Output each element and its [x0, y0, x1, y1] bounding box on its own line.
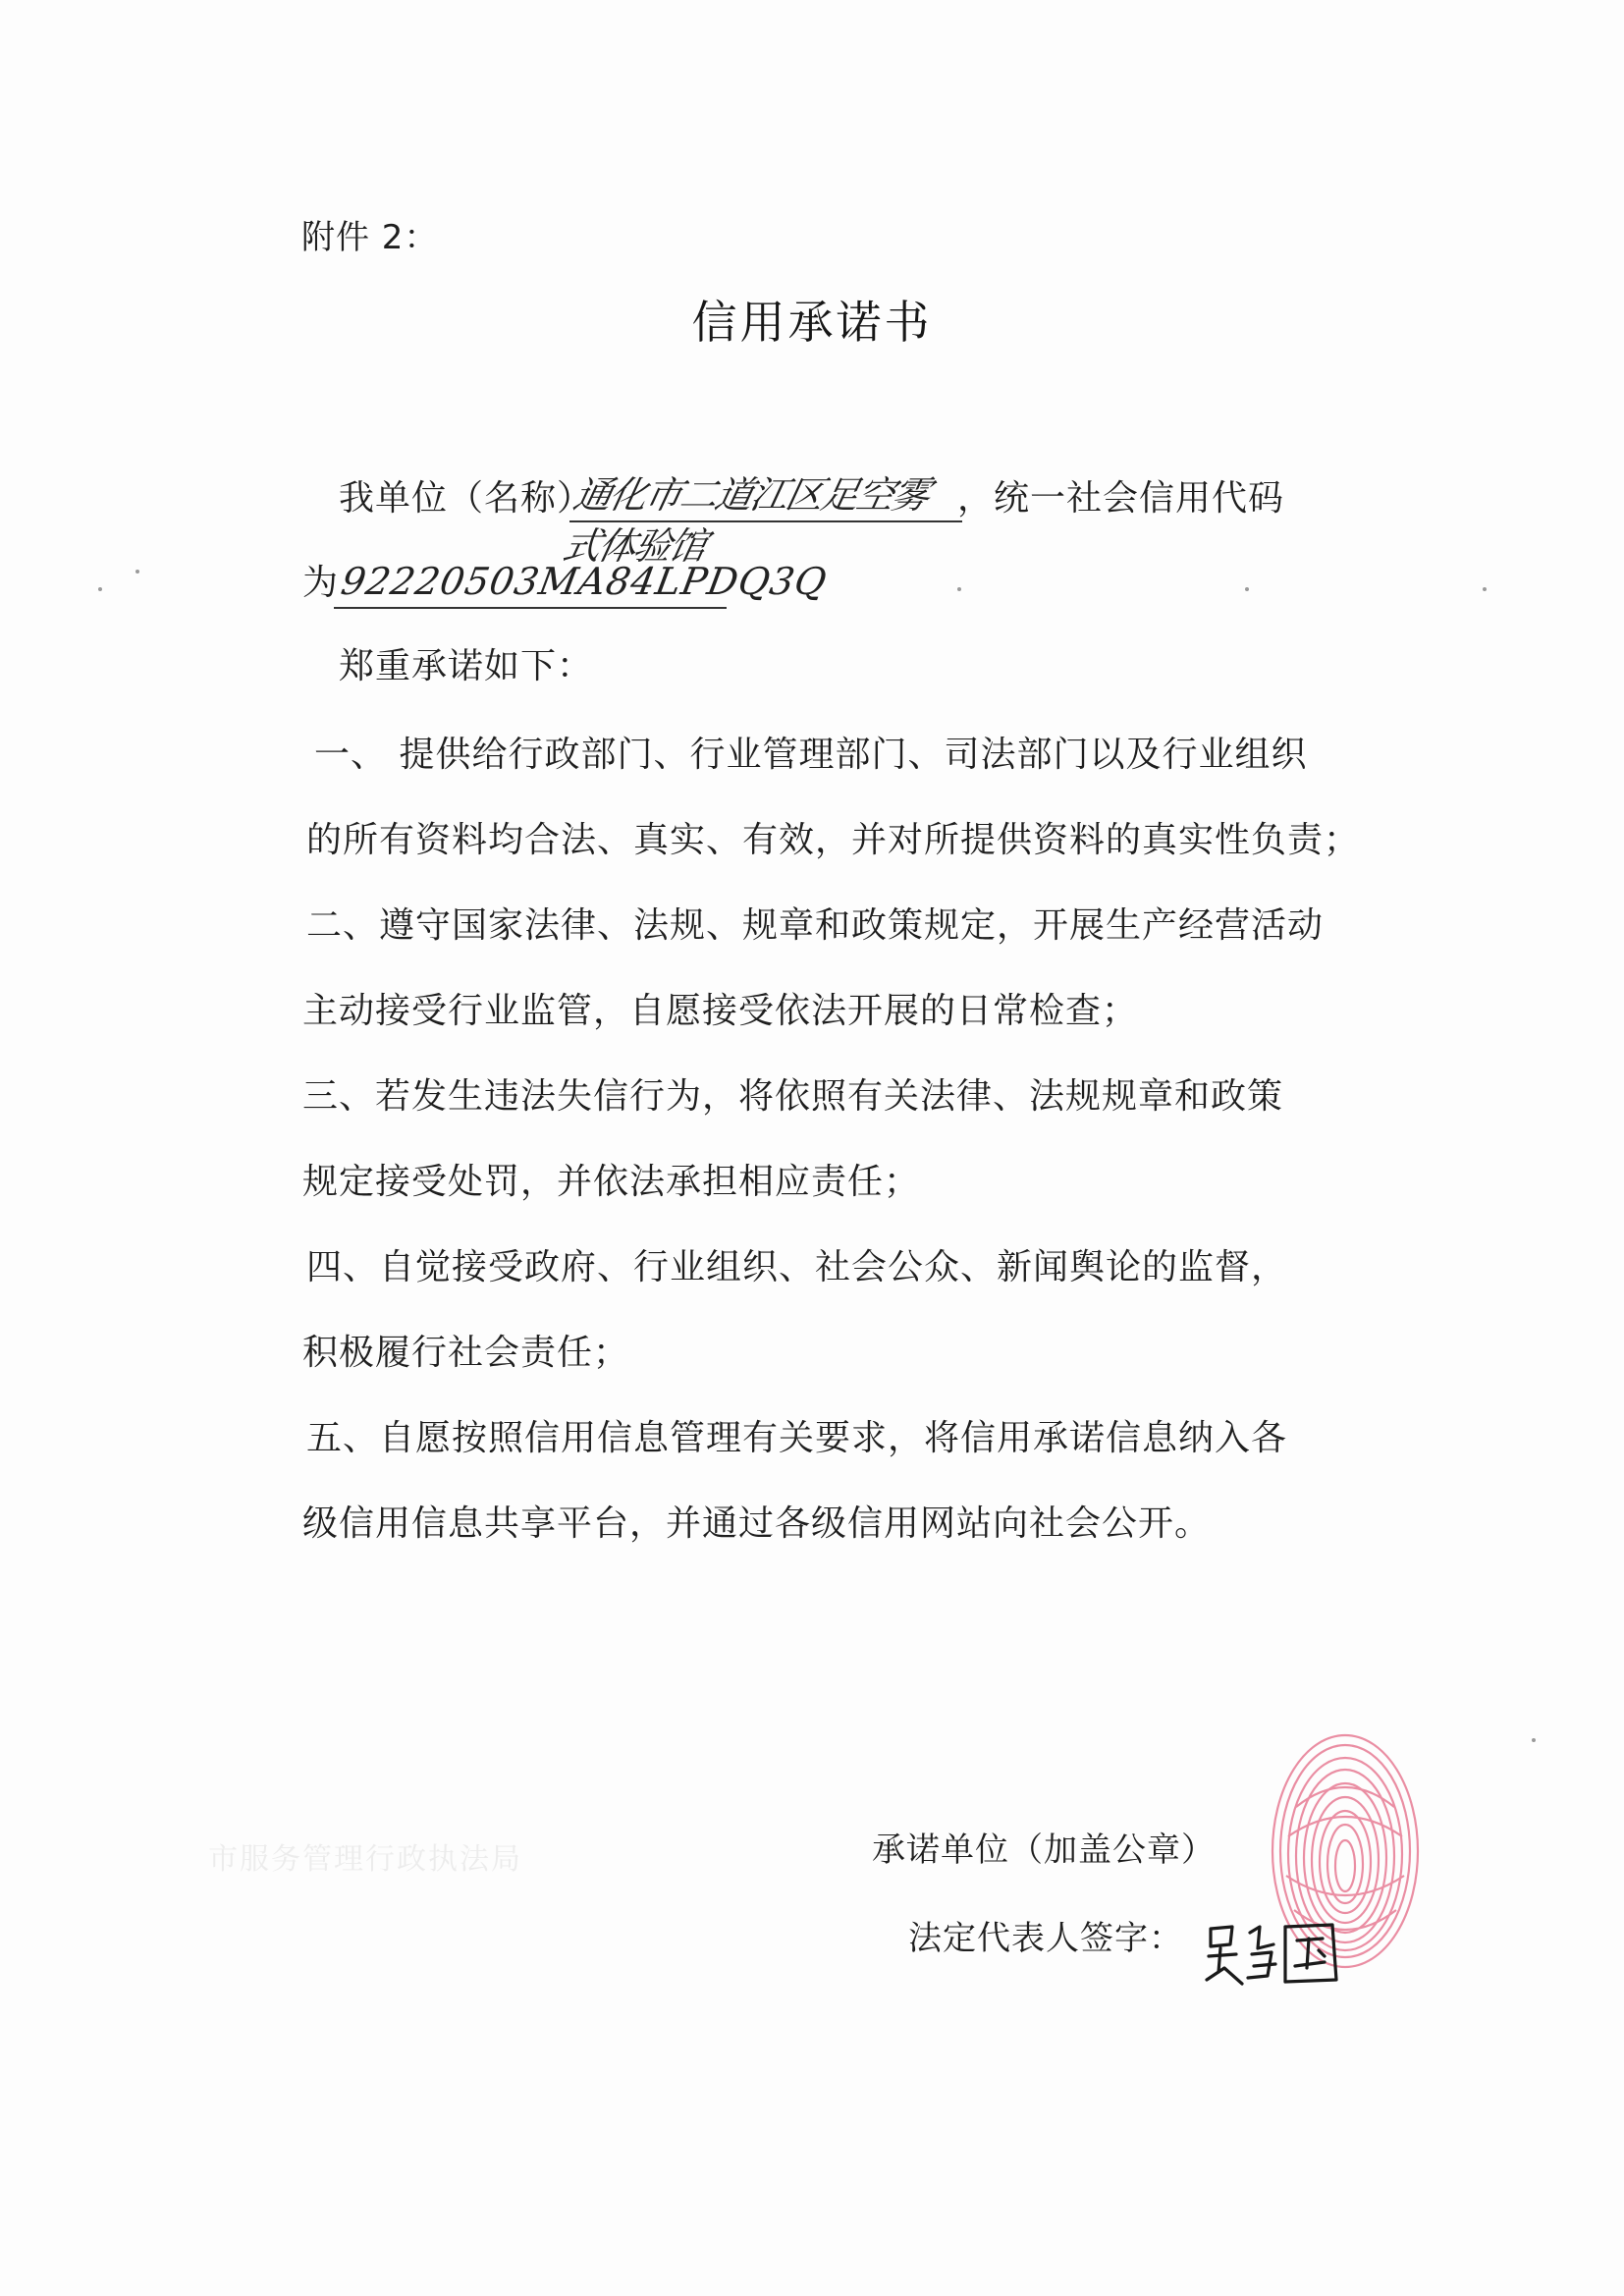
document-title: 信用承诺书 [691, 296, 933, 349]
intro-middle: ，统一社会信用代码 [957, 478, 1285, 519]
handwritten-unit-name: 通化市二道江区足空雾式体验馆 [559, 473, 933, 568]
handwritten-credit-code: 92220503MA84LPDQ3Q [338, 560, 831, 603]
paragraph-line: 三、若发生违法失信行为，将依照有关法律、法规规章和政策 [302, 1076, 1284, 1117]
paragraph-line: 的所有资料均合法、真实、有效，并对所提供资料的真实性负责； [306, 820, 1361, 860]
scan-speck [1483, 587, 1487, 591]
scan-speck [1532, 1738, 1536, 1742]
intro-prefix: 我单位（名称） [339, 478, 594, 519]
declaration-lead: 郑重承诺如下： [339, 646, 594, 686]
handwritten-signature-icon [1203, 1915, 1350, 1989]
seal-label: 承诺单位（加盖公章） [872, 1831, 1216, 1870]
scan-speck [98, 587, 102, 591]
attachment-label: 附件 2： [301, 218, 439, 257]
paragraph-line: 五、自愿按照信用信息管理有关要求，将信用承诺信息纳入各 [306, 1418, 1288, 1458]
bleed-through-text: 市服务管理行政执法局 [208, 1842, 522, 1877]
paragraph-line: 级信用信息共享平台，并通过各级信用网站向社会公开。 [302, 1503, 1212, 1544]
paragraph-line: 四、自觉接受政府、行业组织、社会公众、新闻舆论的监督， [306, 1247, 1288, 1287]
paragraph-line: 积极履行社会责任； [302, 1333, 630, 1373]
paragraph-line: 一、 提供给行政部门、行业管理部门、司法部门以及行业组织 [314, 735, 1308, 775]
credit-code-underline [334, 607, 727, 609]
code-prefix: 为 [302, 563, 340, 603]
paragraph-line: 二、遵守国家法律、法规、规章和政策规定，开展生产经营活动 [306, 905, 1325, 946]
unit-name-underline [569, 520, 962, 522]
scan-speck [135, 570, 139, 574]
scan-speck [1245, 587, 1249, 591]
paragraph-line: 主动接受行业监管，自愿接受依法开展的日常检查； [302, 991, 1139, 1031]
scan-speck [957, 587, 961, 591]
legal-rep-label: 法定代表人签字： [908, 1919, 1183, 1958]
paragraph-line: 规定接受处罚，并依法承担相应责任； [302, 1162, 921, 1202]
